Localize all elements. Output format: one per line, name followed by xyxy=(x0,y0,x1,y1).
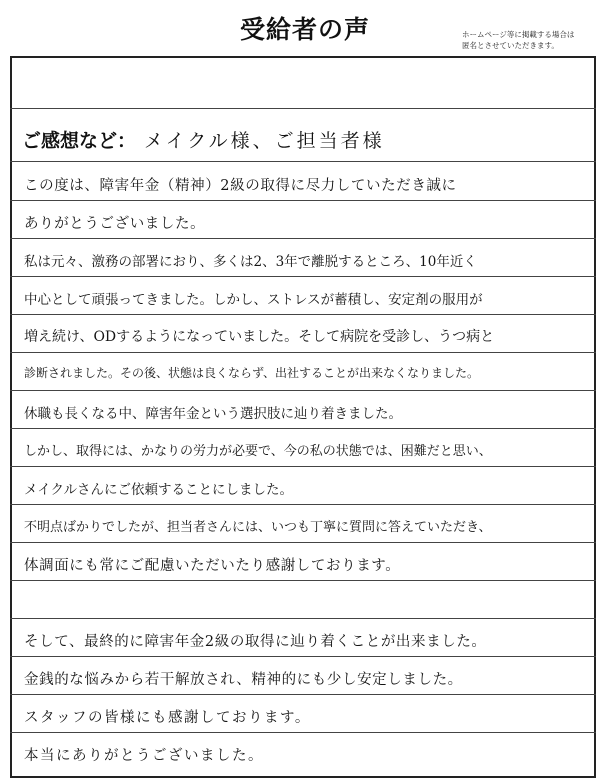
comment-line: この度は、障害年金（精神）2級の取得に尽力していただき誠に xyxy=(24,178,457,194)
ruled-line xyxy=(10,580,596,581)
comment-line: 体調面にも常にご配慮いただいたり感謝しております。 xyxy=(24,558,401,574)
comment-line: 私は元々、激務の部署におり、多くは2、3年で離脱するところ、10年近く xyxy=(24,254,477,270)
comment-line: スタッフの皆様にも感謝しております。 xyxy=(24,710,311,726)
ruled-line xyxy=(10,314,596,315)
comment-line: 不明点ばかりでしたが、担当者さんには、いつも丁寧に質問に答えていただき、 xyxy=(24,520,492,535)
comments-label: ご感想など： xyxy=(22,130,137,152)
ruled-line xyxy=(10,656,596,657)
ruled-line xyxy=(10,200,596,201)
comment-line: 休職も長くなる中、障害年金という選択肢に辿り着きました。 xyxy=(24,406,402,422)
ruled-line xyxy=(10,428,596,429)
comment-line: 金銭的な悩みから若干解放され、精神的にも少し安定しました。 xyxy=(24,672,463,688)
anonymity-note-line: 匿名とさせていただきます。 xyxy=(462,41,559,50)
anonymity-note-line: ホームページ等に掲載する場合は xyxy=(462,30,575,39)
page-title: 受給者の声 xyxy=(239,15,370,44)
ruled-line xyxy=(10,390,596,391)
ruled-line xyxy=(10,542,596,543)
ruled-line xyxy=(10,694,596,695)
comment-line: 中心として頑張ってきました。しかし、ストレスが蓄積し、安定剤の服用が xyxy=(24,292,483,308)
comment-line: そして、最終的に障害年金2級の取得に辿り着くことが出来ました。 xyxy=(24,634,487,650)
comment-line: 増え続け、ODするようになっていました。そして病院を受診し、うつ病と xyxy=(24,329,495,345)
comment-line: 診断されました。その後、状態は良くならず、出社することが出来なくなりました。 xyxy=(24,366,480,380)
ruled-line xyxy=(10,466,596,467)
ruled-line xyxy=(10,732,596,733)
ruled-line xyxy=(10,276,596,277)
addressee-text: メイクル様、ご担当者様 xyxy=(144,130,385,152)
comment-line: 本当にありがとうございました。 xyxy=(24,748,264,764)
ruled-line xyxy=(10,161,596,162)
ruled-line xyxy=(10,618,596,619)
ruled-line xyxy=(10,352,596,353)
anonymity-note xyxy=(462,29,607,51)
comment-line: ありがとうございました。 xyxy=(24,216,206,232)
comment-line: メイクルさんにご依頼することにしました。 xyxy=(24,482,294,498)
ruled-line xyxy=(10,108,596,109)
comment-line: しかし、取得には、かなりの労力が必要で、今の私の状態では、困難だと思い、 xyxy=(24,444,492,459)
ruled-line xyxy=(10,504,596,505)
comments-heading xyxy=(22,126,385,153)
ruled-line xyxy=(10,238,596,239)
